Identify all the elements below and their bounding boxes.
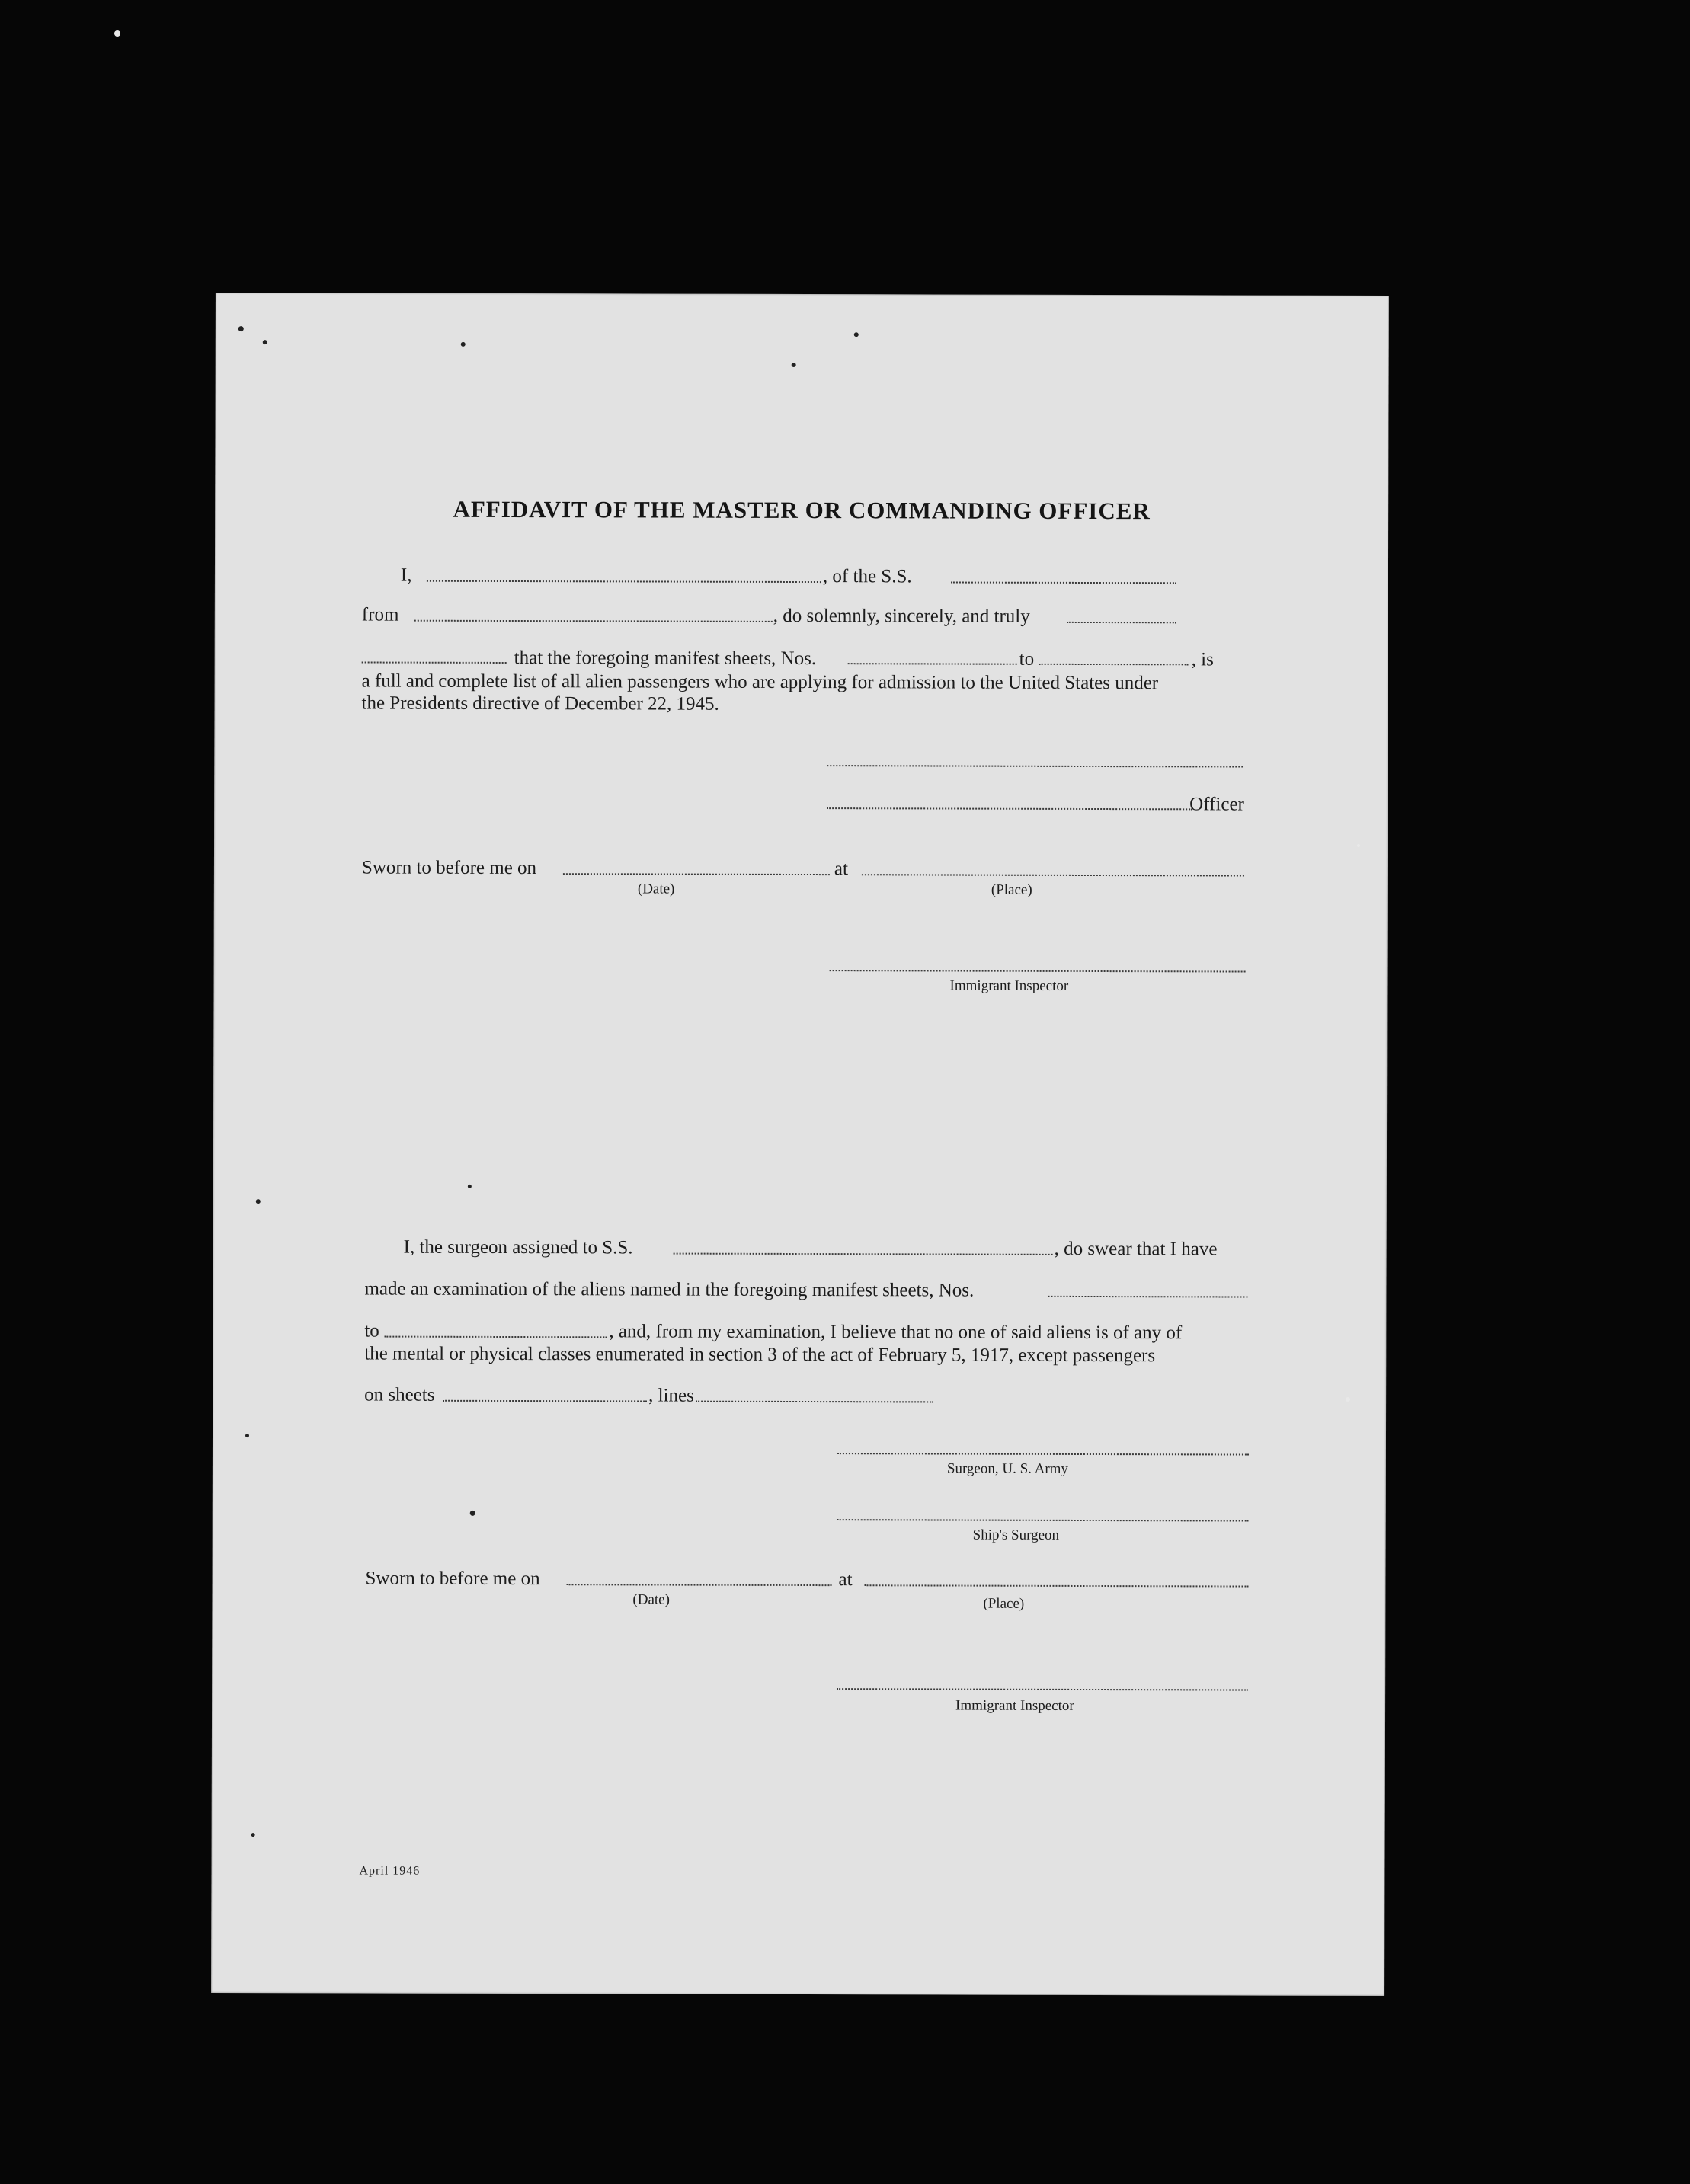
- is-label: , is: [1191, 649, 1214, 670]
- surgeon-belief-text: , and, from my examination, I believe that no one of said aliens is of any of: [609, 1321, 1183, 1344]
- sworn-label-1: Sworn to before me on: [361, 857, 537, 879]
- scan-speck: [238, 326, 244, 331]
- of-ss-label: , of the S.S.: [822, 566, 912, 587]
- surgeon-ship-field[interactable]: [674, 1253, 1053, 1255]
- full-list-text: a full and complete list of all alien passengers who are applying for admission to the United States under: [361, 670, 1159, 694]
- scan-speck: [470, 1511, 475, 1516]
- to-label: to: [1019, 648, 1035, 670]
- swear-label: , do swear that I have: [1054, 1238, 1218, 1260]
- examination-label: made an examination of the aliens named in the foregoing manifest sheets, Nos.: [364, 1278, 975, 1301]
- at-label-1: at: [834, 859, 849, 880]
- from-port-field[interactable]: [414, 620, 773, 622]
- scan-speck: [256, 1199, 261, 1204]
- foregoing-label: that the foregoing manifest sheets, Nos.: [514, 648, 817, 670]
- declare-field[interactable]: [362, 661, 507, 663]
- scan-speck: [468, 1185, 472, 1188]
- surgeon-sheets-from-field[interactable]: [1048, 1296, 1247, 1298]
- scan-speck: [245, 1434, 249, 1437]
- oath-type-field[interactable]: [1067, 622, 1176, 623]
- directive-text: the Presidents directive of December 22, 1945.: [361, 692, 719, 715]
- surgeon-sheets-to-field[interactable]: [384, 1336, 607, 1338]
- inspector-label-2: Immigrant Inspector: [955, 1697, 1074, 1714]
- place-caption-2: (Place): [983, 1595, 1025, 1612]
- scan-speck: [114, 30, 120, 37]
- footer-date: April 1946: [359, 1864, 421, 1878]
- except-lines-field[interactable]: [696, 1401, 933, 1403]
- ships-surgeon-signature-field[interactable]: [837, 1519, 1249, 1521]
- scan-speck: [263, 340, 267, 344]
- officer-label: Officer: [1189, 794, 1244, 815]
- at-label-2: at: [838, 1569, 853, 1591]
- surgeon-assigned-label: I, the surgeon assigned to S.S.: [403, 1236, 633, 1258]
- scan-speck: [792, 363, 796, 367]
- master-signature-field[interactable]: [827, 765, 1243, 767]
- date-caption-2: (Date): [632, 1591, 670, 1608]
- ship-name-field[interactable]: [951, 582, 1176, 584]
- inspector-label-1: Immigrant Inspector: [949, 977, 1069, 994]
- master-name-field[interactable]: [427, 580, 821, 583]
- inspector-signature-field-1[interactable]: [830, 970, 1246, 972]
- scan-speck: [1357, 844, 1360, 847]
- lines-label: , lines: [648, 1385, 694, 1406]
- mental-classes-text: the mental or physical classes enumerated in section 3 of the act of February 5, 1917, except passengers: [364, 1343, 1156, 1367]
- sworn-place-field-2[interactable]: [864, 1584, 1248, 1587]
- solemnly-label: , do solemnly, sincerely, and truly: [773, 605, 1030, 627]
- from-label: from: [361, 604, 399, 625]
- sheets-to-field[interactable]: [1039, 664, 1189, 666]
- i-label: I,: [400, 564, 412, 586]
- inspector-signature-field-2[interactable]: [837, 1688, 1248, 1690]
- sheets-from-field[interactable]: [848, 663, 1017, 665]
- place-caption-1: (Place): [991, 881, 1032, 898]
- scan-speck: [461, 342, 466, 347]
- on-sheets-label: on sheets: [364, 1384, 435, 1405]
- scan-speck: [1346, 1397, 1350, 1402]
- surgeon-army-label: Surgeon, U. S. Army: [946, 1460, 1068, 1477]
- scan-speck: [854, 332, 859, 337]
- surgeon-to-label: to: [364, 1320, 379, 1341]
- date-caption-1: (Date): [637, 881, 675, 897]
- army-surgeon-signature-field[interactable]: [837, 1453, 1249, 1455]
- ships-surgeon-label: Ship's Surgeon: [972, 1527, 1060, 1543]
- affidavit-form-page: [211, 293, 1389, 1996]
- sworn-label-2: Sworn to before me on: [365, 1568, 540, 1590]
- except-sheets-field[interactable]: [443, 1400, 647, 1402]
- sworn-place-field-1[interactable]: [862, 874, 1244, 876]
- sworn-date-field-1[interactable]: [563, 873, 830, 875]
- sworn-date-field-2[interactable]: [566, 1584, 831, 1586]
- officer-signature-field[interactable]: [827, 807, 1192, 810]
- scan-speck: [251, 1833, 255, 1837]
- form-title: AFFIDAVIT OF THE MASTER OR COMMANDING OFFICER: [453, 495, 1151, 525]
